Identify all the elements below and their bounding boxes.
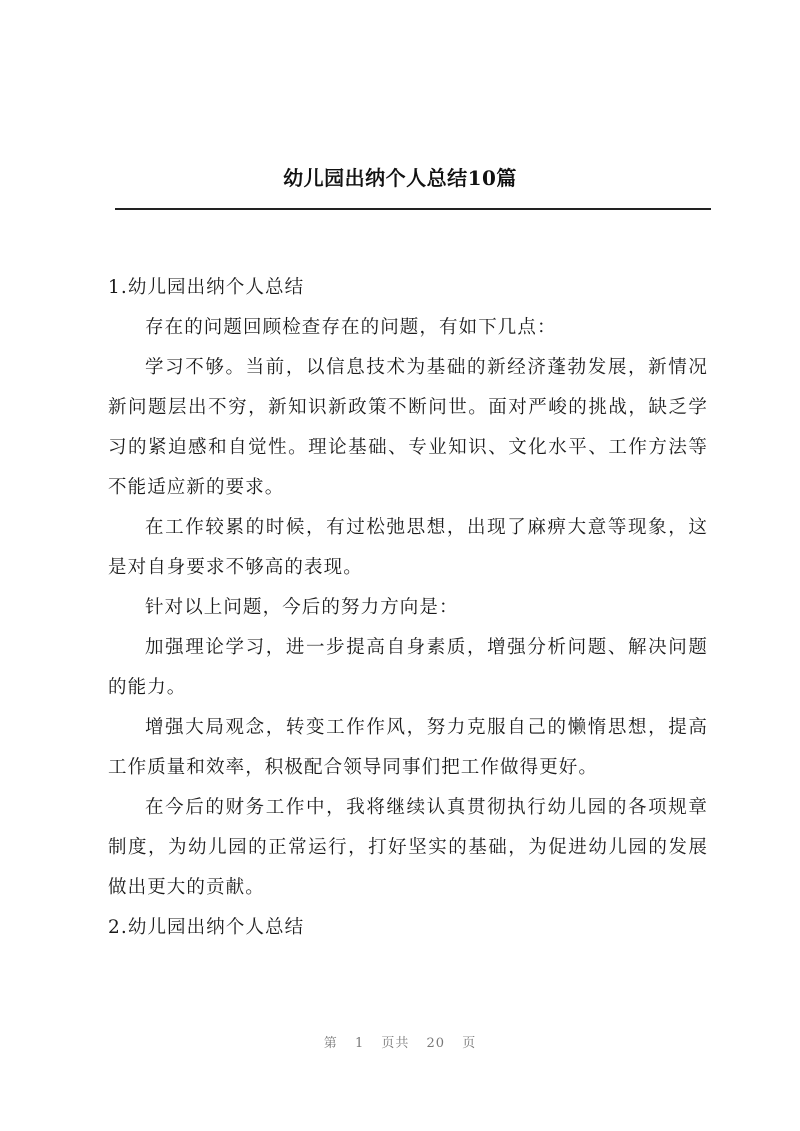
paragraph: 加强理论学习，进一步提高自身素质，增强分析问题、解决问题的能力。 — [108, 637, 708, 698]
paragraph: 在工作较累的时候，有过松弛思想，出现了麻痹大意等现象，这是对自身要求不够高的表现。 — [108, 517, 708, 578]
document-title: 幼儿园出纳个人总结10篇 — [283, 166, 517, 190]
paragraph: 增强大局观念，转变工作作风，努力克服自己的懒惰思想，提高工作质量和效率，积极配合领导同事们把工作做得更好。 — [108, 717, 708, 778]
footer-suffix: 页 — [462, 1036, 477, 1051]
title-underline — [115, 208, 711, 210]
paragraph: 在今后的财务工作中，我将继续认真贯彻执行幼儿园的各项规章制度，为幼儿园的正常运行，打好坚实的基础，为促进幼儿园的发展做出更大的贡献。 — [108, 797, 708, 898]
section-heading-2: 2.幼儿园出纳个人总结 — [108, 917, 305, 938]
paragraph: 学习不够。当前，以信息技术为基础的新经济蓬勃发展，新情况新问题层出不穷，新知识新政策不断问世。面对严峻的挑战，缺乏学习的紧迫感和自觉性。理论基础、专业知识、文化水平、工作方法等不能适应新的要求。 — [108, 357, 708, 498]
paragraph: 存在的问题回顾检查存在的问题，有如下几点： — [145, 317, 557, 338]
paragraph: 针对以上问题，今后的努力方向是： — [145, 597, 459, 618]
footer-middle: 页共 — [381, 1036, 410, 1051]
document-body — [108, 268, 708, 948]
section-heading-1: 1.幼儿园出纳个人总结 — [108, 277, 305, 298]
footer-current-page: 1 — [354, 1036, 365, 1051]
footer-prefix: 第 — [323, 1036, 338, 1051]
page-footer — [0, 1032, 800, 1051]
footer-total-pages: 20 — [426, 1036, 446, 1051]
